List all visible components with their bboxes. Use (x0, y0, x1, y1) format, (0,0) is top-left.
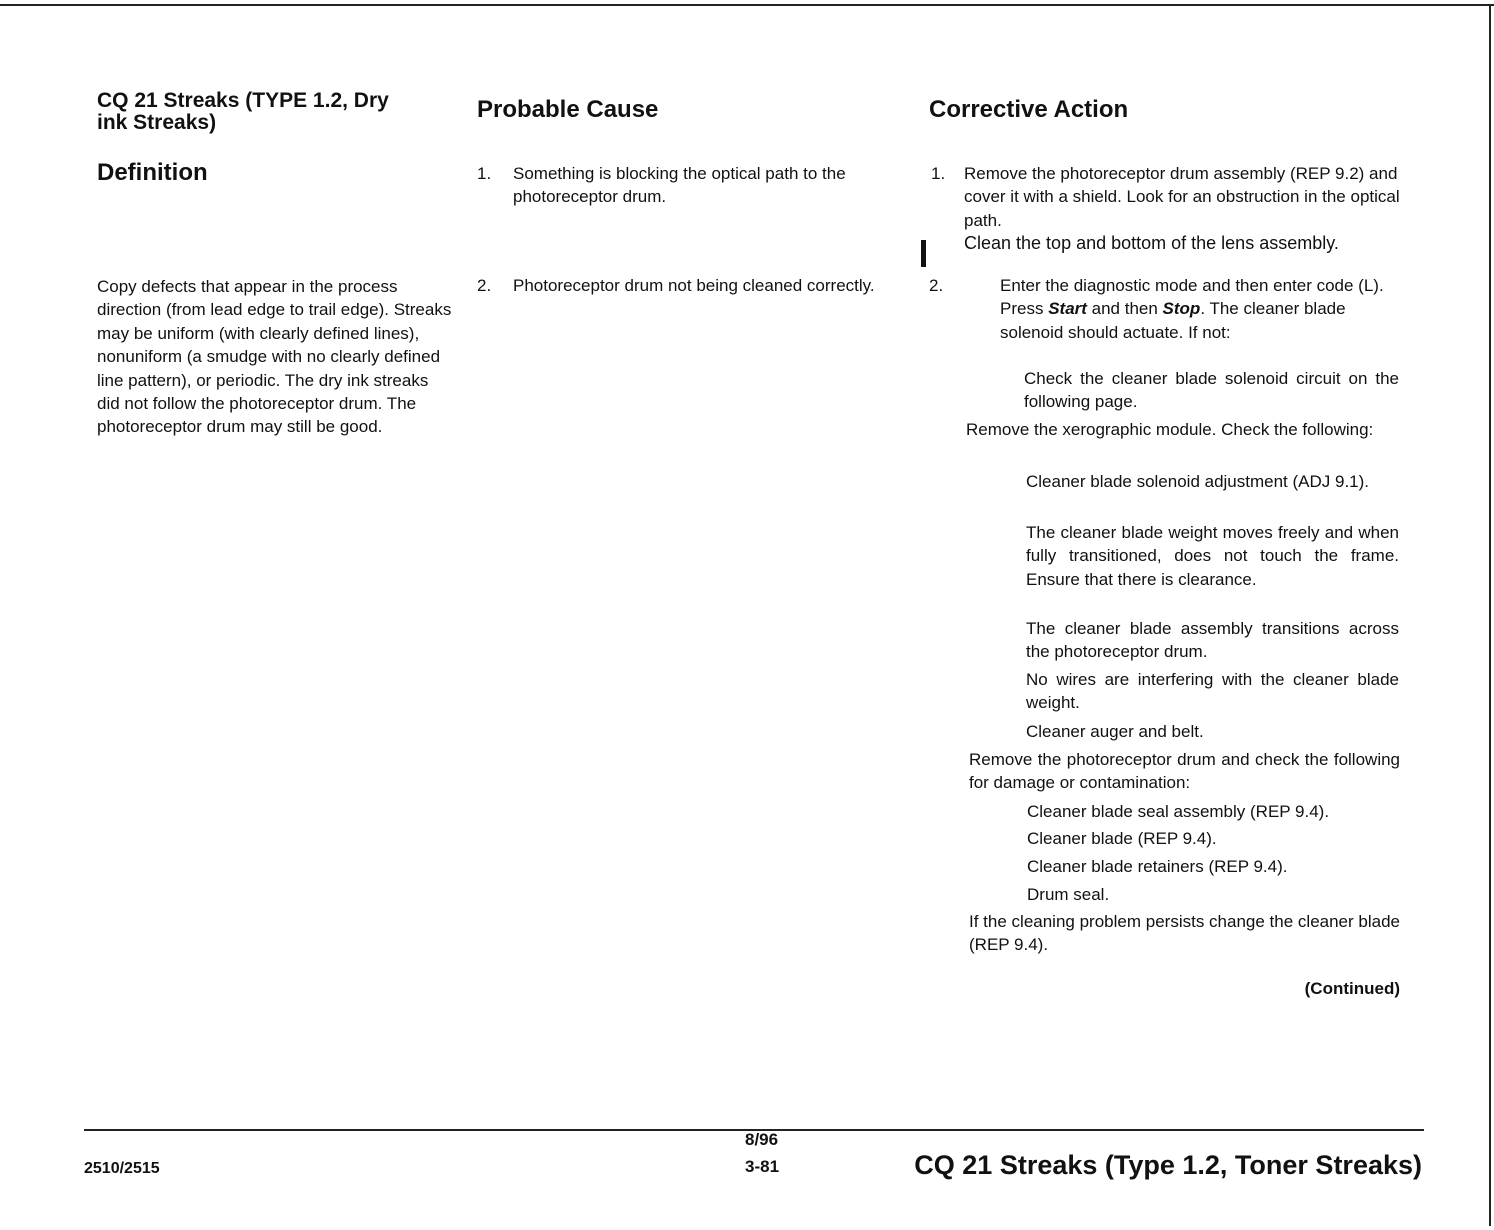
drum-check-item: Cleaner blade seal assembly (REP 9.4). (1027, 802, 1330, 821)
module-check-item: Cleaner blade solenoid adjustment (ADJ 9.1). (1026, 472, 1370, 491)
remove-drum-text: Remove the photoreceptor drum and check the following for damage or contamination: (969, 750, 1400, 793)
probable-cause-heading: Probable Cause (477, 96, 659, 123)
check-solenoid-text: Check the cleaner blade solenoid circuit on the following page. (1024, 369, 1399, 412)
module-check-item: No wires are interfering with the cleaner blade weight. (1026, 670, 1399, 713)
action-2-number: 2. (929, 276, 944, 295)
top-border-rule (0, 4, 1494, 6)
footer-title: CQ 21 Streaks (Type 1.2, Toner Streaks) (914, 1150, 1422, 1180)
footer-date: 8/96 (745, 1130, 779, 1149)
drum-check-item: Cleaner blade retainers (REP 9.4). (1027, 857, 1288, 876)
module-check-item: Cleaner auger and belt. (1026, 722, 1204, 741)
action-2-intro-part-c: . The cleaner blade solenoid should actuate. If not: (1000, 299, 1346, 342)
cause-1-text: Something is blocking the optical path to the photoreceptor drum. (513, 164, 846, 207)
drum-check-item: Drum seal. (1027, 885, 1110, 904)
drum-check-item: Cleaner blade (REP 9.4). (1027, 829, 1217, 848)
action-1-lens-text: Clean the top and bottom of the lens assembly. (964, 233, 1339, 253)
page-title-line1: CQ 21 Streaks (TYPE 1.2, Dry (97, 89, 389, 112)
persist-text: If the cleaning problem persists change the cleaner blade (REP 9.4). (969, 912, 1400, 955)
action-2-intro-part-a: Enter the diagnostic mode and then enter code (L). Press (1000, 276, 1384, 319)
remove-module-text: Remove the xerographic module. Check the following: (966, 420, 1374, 439)
revision-change-bar (921, 240, 926, 267)
action-2-intro (1000, 274, 1385, 344)
footer-model: 2510/2515 (84, 1160, 160, 1177)
action-1-text: Remove the photoreceptor drum assembly (REP 9.2) and cover it with a shield. Look for an obstruction in the optical path. (964, 164, 1400, 230)
action-1-number: 1. (931, 164, 946, 183)
page-title (97, 90, 437, 134)
corrective-action-heading: Corrective Action (929, 96, 1129, 123)
cause-2-text: Photoreceptor drum not being cleaned correctly. (513, 276, 875, 295)
action-2-intro-part-b: and then (1086, 299, 1163, 319)
module-check-item: The cleaner blade assembly transitions across the photoreceptor drum. (1026, 619, 1399, 662)
page-title-line2: ink Streaks) (97, 111, 217, 134)
module-check-item: The cleaner blade weight moves freely and when fully transitioned, does not touch the frame. Ensure that there is clearance. (1026, 523, 1399, 589)
start-key-label: Start (1048, 299, 1087, 319)
definition-heading: Definition (97, 159, 208, 186)
footer-page-number: 3-81 (745, 1157, 780, 1176)
stop-key-label: Stop (1162, 299, 1201, 319)
continued-label: (Continued) (1304, 979, 1400, 998)
right-border-rule (1489, 4, 1491, 1226)
definition-text: Copy defects that appear in the process direction (from lead edge to trail edge). Streaks may be uniform (with clearly defined lines), nonuniform (a smudge with no clearly defined line pattern), or periodic. The dry ink streaks did not follow the photoreceptor drum. The photoreceptor drum may still be good. (97, 277, 452, 437)
cause-1-number: 1. (477, 164, 492, 183)
cause-2-number: 2. (477, 276, 492, 295)
